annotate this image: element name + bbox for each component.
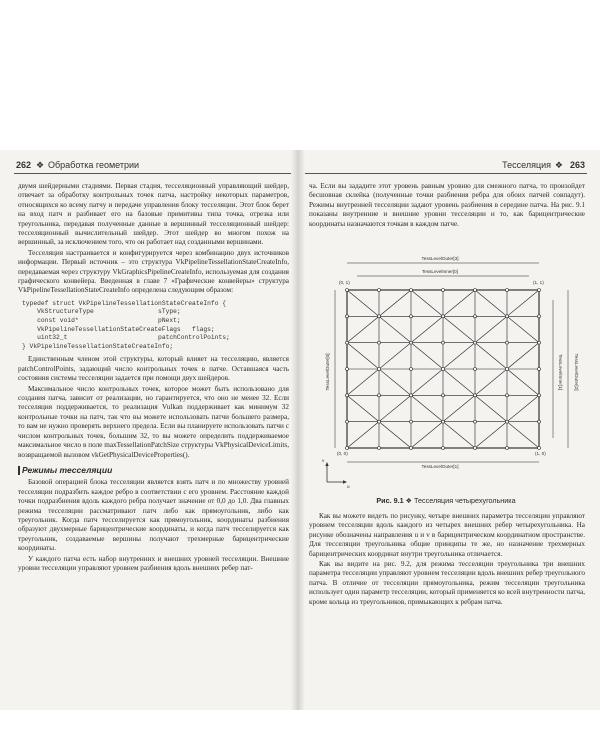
paragraph: Максимальное число контрольных точек, которое может быть использовано для создания патча, зависит от реализации, но гарантируется, что оно не менее 32. Если тесселяция поддерживается, то реализация Vulkan поддерживает как минимум 32 контрольные точки на патч, так что вы можете использовать патчи большего размера, то вам не нужно проверять верхнего предела. Если вы планируете использовать патчи с числом контрольных точек, большим 32, то вы можете определить поддерживаемое максимальное число в поле maxTessellationPatchSize структуры VkPhysicalDeviceLimits, возвращаемой вызовом vkGetPhysicalDeviceProperties(). xyxy=(18,384,289,459)
mesh-vertex xyxy=(506,289,509,292)
paragraph: Как вы видите на рис. 9.2, для режима тесселяции треугольника три внешних параметра тесселяции управляют уровнем тесселяции вдоль внешних ребер треугольного патча. В отличие от тесселяции прямоугольника, режим тесселяции треугольника использует один параметр тесселяции, который применяется ко всей внутренности патча, кроме кольца из треугольников, примыкающих к ребрам патча. xyxy=(309,560,585,606)
mesh-vertex xyxy=(378,315,381,318)
mesh-diagonal-edge xyxy=(475,290,507,316)
section-heading: Режимы тесселяции xyxy=(18,466,289,475)
mesh-diagonal-edge xyxy=(475,316,507,342)
v-axis-arrowhead xyxy=(325,462,328,466)
code-block xyxy=(22,300,289,352)
paragraph: Тесселяция настраивается и конфигурируется через комбинацию двух источников информации. Первый источник – это структура VkPipelineTessellationStateCreateInfo, передаваемая через структуру VkGraphicsPipelineCreateInfo, используемая для создания графического конвейера. Введенная в главе 7 «Графические конвейеры» структура VkPipelineTessellationStateCreateInfo определена следующим образом: xyxy=(18,248,289,295)
mesh-vertex xyxy=(474,420,477,423)
mesh-diagonal-edge xyxy=(443,395,475,421)
mesh-diagonal-edge xyxy=(475,369,507,395)
mesh-vertex xyxy=(538,315,541,318)
mesh-diagonal-edge xyxy=(443,316,475,342)
mesh-diagonal-edge xyxy=(379,422,411,448)
mesh-diagonal-edge xyxy=(475,422,507,448)
right-page xyxy=(305,150,587,710)
mesh-vertex xyxy=(538,289,541,292)
mesh-vertex xyxy=(410,315,413,318)
label-outer3: TessLevelOuter[3] xyxy=(421,256,459,261)
mesh-vertex xyxy=(506,368,509,371)
mesh-vertex xyxy=(442,315,445,318)
mesh-vertex xyxy=(346,420,349,423)
code-line: uint32_t patchControlPoints; xyxy=(22,334,230,342)
mesh-vertex xyxy=(410,368,413,371)
left-page-body xyxy=(18,182,289,574)
right-page-body-top xyxy=(309,182,585,230)
mesh-vertex xyxy=(538,368,541,371)
mesh-diagonal-edge xyxy=(507,290,539,316)
mesh-vertex xyxy=(378,341,381,344)
corner-label-tr: (1, 1) xyxy=(533,280,544,285)
mesh-vertex xyxy=(410,420,413,423)
code-line: VkPipelineTessellationStateCreateFlags flags; xyxy=(22,325,215,333)
right-page-body-bottom xyxy=(309,512,585,608)
tessellation-mesh xyxy=(335,263,568,462)
label-outer2: TessLevelOuter[2] xyxy=(574,353,579,391)
code-line: const void* pNext; xyxy=(22,317,181,325)
mesh-vertex xyxy=(442,341,445,344)
diamond-icon: ❖ xyxy=(554,160,563,170)
mesh-diagonal-edge xyxy=(347,290,379,316)
left-page xyxy=(14,150,291,710)
mesh-diagonal-edge xyxy=(411,369,443,395)
mesh-diagonal-edge xyxy=(507,343,539,369)
figure-caption xyxy=(305,496,587,505)
mesh-vertex xyxy=(442,394,445,397)
mesh-diagonal-edge xyxy=(507,422,539,448)
paragraph: Базовой операцией блока тесселяции является взять патч и по множеству уровней тесселяции подразбить каждое ребро в соответствии с его уровнем. Расстояние каждой точки подразбиения вдоль каждого ребра получает значение от 0,0 до 1,0. Два главных режима тесселяции рассматривают патч либо как прямоугольник, либо как треугольник. Когда патч тесселируется как прямоугольник, координаты разбиения образуют двухмерные барицентрические координаты, и когда патч тесселируется как треугольник, создаваемые вершины получают трехмерные барицентрические координаты. xyxy=(18,478,289,553)
mesh-vertex xyxy=(538,341,541,344)
mesh-vertex xyxy=(346,368,349,371)
corner-label-br: (1, 0) xyxy=(535,451,546,456)
mesh-vertex xyxy=(474,447,477,450)
mesh-vertex xyxy=(538,447,541,450)
mesh-diagonal-edge xyxy=(379,395,411,421)
mesh-diagonal-edge xyxy=(443,369,475,395)
mesh-vertex xyxy=(442,447,445,450)
paragraph: Единственным членом этой структуры, который влияет на тесселяцию, является patchControlPoints, задающий число контрольных точек в патче. Оставшаяся часть состояния системы тесселяции задается при помощи двух шейдеров. xyxy=(18,355,289,383)
paragraph: У каждого патча есть набор внутренних и внешних уровней тесселяции. Внешние уровни тесселяции управляют уровнем разбиения вдоль внешних ребер пат- xyxy=(18,554,289,572)
mesh-diagonal-edge xyxy=(443,343,475,369)
mesh-diagonal-edge xyxy=(475,395,507,421)
mesh-vertex xyxy=(378,447,381,450)
mesh-vertex xyxy=(506,315,509,318)
code-line: typedef struct VkPipelineTessellationStateCreateInfo { xyxy=(22,299,227,307)
mesh-vertex xyxy=(474,394,477,397)
book-gutter xyxy=(291,150,305,710)
label-inner0: TessLevelInner[0] xyxy=(421,269,459,274)
mesh-vertex xyxy=(506,447,509,450)
mesh-vertex xyxy=(538,420,541,423)
label-outer1: TessLevelOuter[1] xyxy=(421,464,459,469)
paragraph: двумя шейдерными стадиями. Первая стадия, тесселяционный управляющий шейдер, отвечает за обработку контрольных точек патча, настройку некоторых параметров, относящихся ко всему патчу и передаче управления блоку тесселяции. Этот блок берет на вход патч и разбивает его на базовые примитивы типа точка, отрезка или треугольника, передавая полученные данные в вершинный тесселяционный шейдер: тесселяционный вычислительный шейдер. Этот шейдер во многом похож на вершинный, за исключением того, что он работает над созданными вершинами. xyxy=(18,182,289,247)
header-rule xyxy=(14,173,291,174)
mesh-diagonal-edge xyxy=(475,343,507,369)
page-number: 263 xyxy=(569,160,585,170)
mesh-diagonal-edge xyxy=(379,316,411,342)
mesh-vertex xyxy=(346,447,349,450)
mesh-vertex xyxy=(474,368,477,371)
mesh-diagonal-edge xyxy=(507,316,539,342)
axis-label-u: u xyxy=(347,484,350,489)
mesh-vertex xyxy=(474,315,477,318)
mesh-diagonal-edge xyxy=(347,422,379,448)
mesh-diagonal-edge xyxy=(347,369,379,395)
paragraph: ча. Если вы зададите этот уровень равным уровню для смежного патча, то произойдет бесшовная склейка (полученные точки разбиения ребра для обоих патчей совпадут). Режимы внутренней тесселяции задают уровень разбиения в середине патча. На рис. 9.1 показаны внутренние и внешние уровни тесселяции и то, как барицентрические координаты назначаются точкам в каждом патче. xyxy=(309,182,585,228)
mesh-vertex xyxy=(442,289,445,292)
page-number: 262 xyxy=(16,160,32,170)
code-line: VkStructureType sType; xyxy=(22,308,181,316)
mesh-vertex xyxy=(346,341,349,344)
mesh-vertex xyxy=(442,420,445,423)
running-title: Тесселяция xyxy=(502,160,551,170)
code-line: } VkPipelineTessellationStateCreateInfo; xyxy=(22,342,174,350)
header-rule xyxy=(305,173,587,174)
mesh-diagonal-edge xyxy=(443,290,475,316)
mesh-diagonal-edge xyxy=(379,290,411,316)
caption-number: Рис. 9.1 xyxy=(376,496,404,505)
caption-text: Тесселяция четырехугольника xyxy=(414,496,516,505)
mesh-vertex xyxy=(346,315,349,318)
right-page-header xyxy=(305,160,587,174)
mesh-vertex xyxy=(346,289,349,292)
mesh-vertex xyxy=(378,420,381,423)
mesh-diagonal-edge xyxy=(411,422,443,448)
corner-label-tl: (0, 1) xyxy=(339,280,350,285)
mesh-vertex xyxy=(506,394,509,397)
mesh-vertex xyxy=(538,394,541,397)
mesh-vertex xyxy=(410,447,413,450)
paragraph: Как вы можете видеть по рисунку, четыре внешних параметра тесселяции управляют уровнем тесселяции вдоль каждого из четырех внешних ребер четырехугольника. На рисунке обозначены направления u и v в барицентрическом координатном пространстве. Для тесселяции треугольника общие принципы те же, но назначение трехмерных барицентрических координат внутри треугольника отличается. xyxy=(309,512,585,558)
mesh-vertex xyxy=(474,341,477,344)
mesh-diagonal-edge xyxy=(411,290,443,316)
mesh-diagonal-edge xyxy=(347,316,379,342)
mesh-vertex xyxy=(410,341,413,344)
tessellation-figure xyxy=(321,254,583,490)
mesh-diagonal-edge xyxy=(347,395,379,421)
mesh-diagonal-edge xyxy=(347,343,379,369)
mesh-vertex xyxy=(442,368,445,371)
mesh-diagonal-edge xyxy=(379,343,411,369)
label-inner1: TessLevelInner[1] xyxy=(558,353,563,391)
mesh-diagonal-edge xyxy=(507,369,539,395)
mesh-diagonal-edge xyxy=(507,395,539,421)
mesh-vertex xyxy=(378,289,381,292)
mesh-vertex xyxy=(410,289,413,292)
axis-label-v: v xyxy=(322,458,325,463)
mesh-vertex xyxy=(506,341,509,344)
mesh-vertex xyxy=(378,394,381,397)
mesh-vertex xyxy=(506,420,509,423)
mesh-vertex xyxy=(410,394,413,397)
running-title: Обработка геометрии xyxy=(48,160,140,170)
tessellation-diagram xyxy=(321,254,583,490)
mesh-vertex xyxy=(474,289,477,292)
diamond-icon: ❖ xyxy=(405,496,413,505)
corner-label-bl: (0, 0) xyxy=(337,451,348,456)
label-outer0: TessLevelOuter[0] xyxy=(325,353,330,391)
diamond-icon: ❖ xyxy=(36,160,45,170)
mesh-vertex xyxy=(378,368,381,371)
mesh-diagonal-edge xyxy=(411,343,443,369)
mesh-diagonal-edge xyxy=(379,369,411,395)
mesh-diagonal-edge xyxy=(411,316,443,342)
mesh-diagonal-edge xyxy=(411,395,443,421)
left-page-header xyxy=(14,160,291,174)
mesh-diagonal-edge xyxy=(443,422,475,448)
mesh-vertex xyxy=(346,394,349,397)
